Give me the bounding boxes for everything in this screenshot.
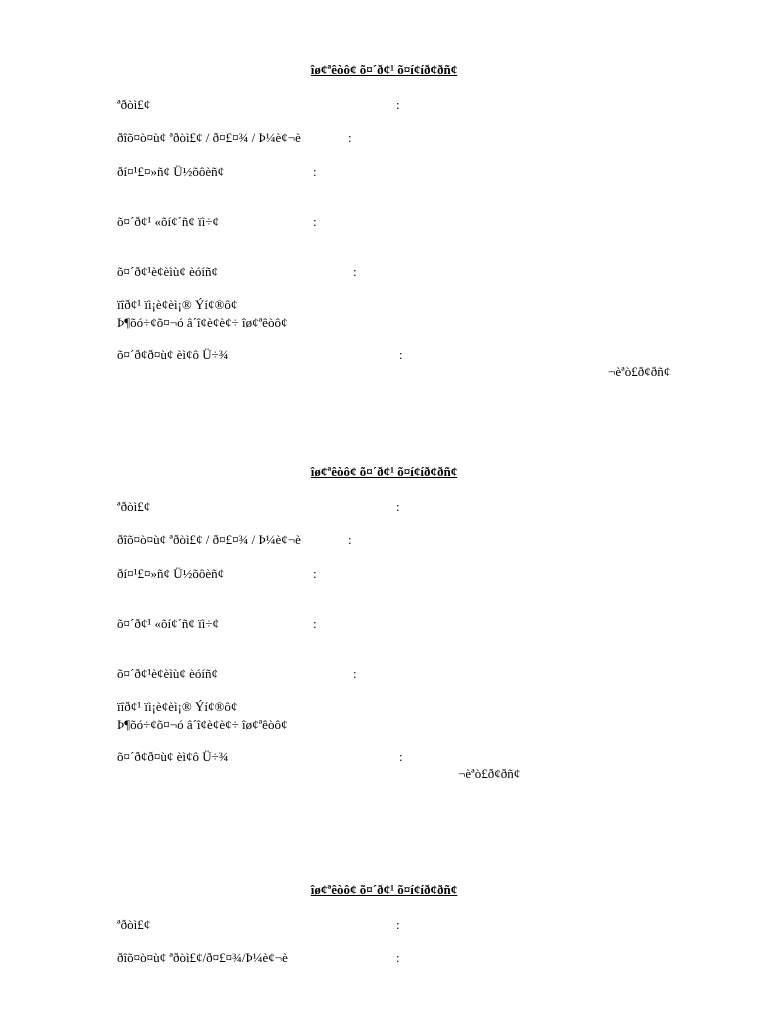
field-colon: : bbox=[396, 97, 400, 112]
field-colon: : bbox=[313, 566, 317, 581]
field-colon: : bbox=[348, 130, 352, 145]
field-colon: : bbox=[396, 917, 400, 932]
field-label: õ¤´ð¢¹ «õí¢´ñ¢ ïì÷¢ bbox=[117, 616, 220, 631]
field-label: ïîð¢¹ ïì¡è¢èì¡® Ýí¢®ô¢ bbox=[117, 699, 238, 714]
field-label: Þ¶õó÷¢õ¤¬ó â´î¢è¢è¢÷ îø¢ªêòô¢ bbox=[117, 315, 288, 330]
field-colon: : bbox=[313, 164, 317, 179]
field-label: Þ¶õó÷¢õ¤¬ó â´î¢è¢è¢÷ îø¢ªêòô¢ bbox=[117, 717, 288, 732]
field-colon: : bbox=[396, 499, 400, 514]
field-colon: : bbox=[353, 666, 357, 681]
field-label: ðí¤¹£¤»ñ¢ Ü½õôèñ¢ bbox=[117, 566, 225, 581]
signature-label: ¬èªò£ð¢ðñ¢ bbox=[458, 766, 521, 781]
field-label: ðîõ¤ò¤ù¢ ªðòì£¢ / ð¤£¤¾ / Þ¼è¢¬è bbox=[117, 532, 301, 547]
signature-label: ¬èªò£ð¢ðñ¢ bbox=[608, 364, 671, 379]
field-label: ðîõ¤ò¤ù¢ ªðòì£¢/ð¤£¤¾/Þ¼è¢¬è bbox=[117, 950, 288, 965]
field-label: ªðòì£¢ bbox=[117, 917, 151, 932]
leave-form-1 bbox=[0, 0, 768, 400]
field-label: õ¤´ð¢ð¤ù¢ èì¢ô Ü÷¾ bbox=[117, 749, 229, 764]
field-label: ªðòì£¢ bbox=[117, 499, 151, 514]
field-colon: : bbox=[396, 950, 400, 965]
leave-form-3 bbox=[0, 820, 768, 1024]
form-title: îø¢ªêòô¢ õ¤´ð¢¹ õ¤í¢íð¢ðñ¢ bbox=[310, 882, 458, 897]
form-title: îø¢ªêòô¢ õ¤´ð¢¹ õ¤í¢íð¢ðñ¢ bbox=[310, 62, 458, 77]
field-colon: : bbox=[313, 214, 317, 229]
field-label: ïîð¢¹ ïì¡è¢èì¡® Ýí¢®ô¢ bbox=[117, 297, 238, 312]
field-colon: : bbox=[348, 532, 352, 547]
field-label: õ¤´ð¢ð¤ù¢ èì¢ô Ü÷¾ bbox=[117, 347, 229, 362]
field-label: ðîõ¤ò¤ù¢ ªðòì£¢ / ð¤£¤¾ / Þ¼è¢¬è bbox=[117, 130, 301, 145]
field-label: õ¤´ð¢¹ «õí¢´ñ¢ ïì÷¢ bbox=[117, 214, 220, 229]
leave-form-2 bbox=[0, 402, 768, 802]
field-colon: : bbox=[353, 264, 357, 279]
field-label: õ¤´ð¢¹è¢èìù¢ èóíñ¢ bbox=[117, 666, 219, 681]
field-colon: : bbox=[399, 347, 403, 362]
field-label: õ¤´ð¢¹è¢èìù¢ èóíñ¢ bbox=[117, 264, 219, 279]
field-colon: : bbox=[399, 749, 403, 764]
form-title: îø¢ªêòô¢ õ¤´ð¢¹ õ¤í¢íð¢ðñ¢ bbox=[310, 464, 458, 479]
field-colon: : bbox=[313, 616, 317, 631]
field-label: ªðòì£¢ bbox=[117, 97, 151, 112]
field-label: ðí¤¹£¤»ñ¢ Ü½õôèñ¢ bbox=[117, 164, 225, 179]
